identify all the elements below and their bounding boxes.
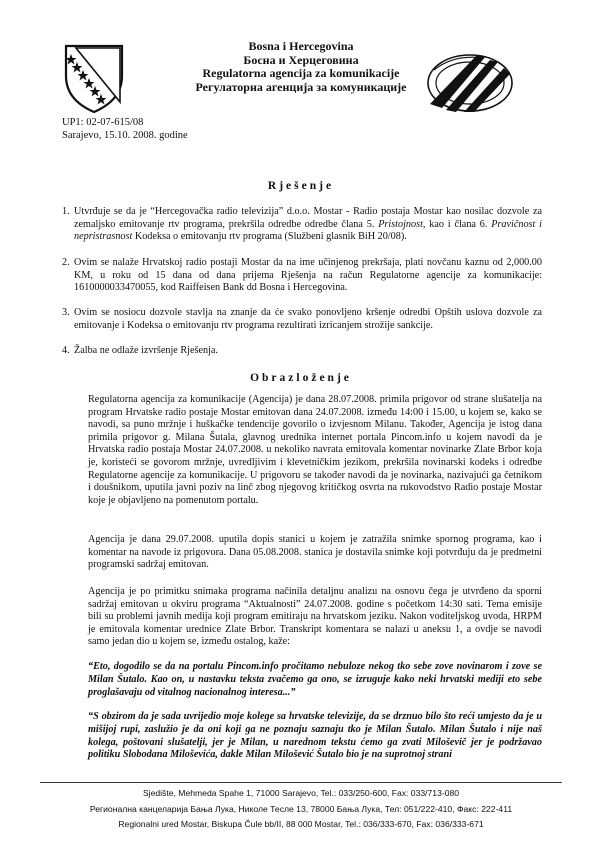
reasoning-heading: Obrazloženje bbox=[250, 372, 352, 384]
agency-logo-icon bbox=[424, 50, 516, 116]
item-text: Utvrđuje se da je “Hercegovačka radio televizija” d.o.o. Mostar - Radio postaja Mostar kao nosilac dozvole za zemaljsko emitovanje rtv programa, prekršila odredbe odredbe člana 5. Pristojnost, kao i člana 6. Pravičnost i nepristrasnost Kodeksa o emitovanju rtv programa (Službeni glasnik BiH 20/08). bbox=[74, 206, 543, 243]
quote-2: “S obzirom da je sada uvrijedio moje kolege sa hrvatske televizije, da se drznuo bilo što reći umjesto da je u mišijoj rupi, zaslužio je da oni koji ga ne poznaju saznaju tko je Milan Šutalo. Milan Šutalo i nije naš kolega, poštovani slušatelji, jer je Milan, u narednom tekstu ćemo ga zvati Miloševič jer je podržavao politiku Slobodana Miloševića, dakle Milan Milošević Šutalo bio je na suprotnoj strani bbox=[88, 711, 542, 761]
agency-latin: Regulatorna agencija za komunikacije bbox=[202, 66, 400, 81]
item-number: 3. bbox=[62, 307, 70, 318]
quote-1: “Eto, dogodilo se da na portalu Pincom.info pročitamo nebuloze nekog tko sebe zove novinarom i zove se Milan Šutalo. Kao on, u nastavku teksta zvačemo ga ono, se izruguje kako neki hrvatski mediji eto sebe proglašavaju od vitalnog nacionalnog interesa...” bbox=[88, 661, 542, 698]
file-number: UP1: 02-07-615/08 bbox=[62, 117, 144, 128]
item-number: 2. bbox=[62, 257, 70, 268]
agency-cyrillic: Регулаторна агенција за комуникације bbox=[195, 79, 407, 94]
item-number: 1. bbox=[62, 206, 70, 217]
reasoning-paragraph-2: Agencija je dana 29.07.2008. uputila dopis stanici u kojem je zatražila snimke spornog programa, kao i komentar na navode iz prigovora. Dana 05.08.2008. stanica je dostavila snimke koji potvrđuju da je predmetni programski sadržaj emitovan. bbox=[88, 534, 542, 571]
reasoning-paragraph-3: Agencija je po primitku snimaka programa načinila detaljnu analizu na osnovu čega je utvrđeno da sporni sadržaj emitovan u okviru programa “Aktualnosti” 24.07.2008. godine s početkom 14:30 sati. Tema emisije bili su problemi javnih medija koji program emitiraju na hrvatskom jeziku. Nakon voditeljskog uvoda, HRPM je emitovala komentar urednice Zlate Brbor. Transkript komentara se nalazi u aneksu 1, a ovdje se navodi samo jedan dio u kojem se, između ostalog, kaže: bbox=[88, 586, 542, 648]
footer-sarajevo: Sjedište, Mehmeda Spahe 1, 71000 Sarajevo, Tel.: 033/250-600, Fax: 033/713-080 bbox=[142, 788, 460, 798]
letterhead-title bbox=[150, 40, 452, 94]
decision-heading: Rješenje bbox=[267, 180, 335, 192]
decision-item-1 bbox=[62, 206, 543, 243]
coat-of-arms-icon bbox=[62, 42, 126, 114]
footer-banja-luka: Регионална канцеларија Бања Лука, Николе Тесле 13, 78000 Бања Лука, Тел: 051/222-410, Факс: 222-411 bbox=[89, 803, 513, 814]
reasoning-paragraph-1: Regulatorna agencija za komunikacije (Agencija) je dana 28.07.2008. primila prigovor od strane slušatelja na program Hrvatske radio postaje Mostar emitovan dana 24.07.2008. između 14:00 i 15.00, u kojem se, kako se navodi, sa puno mržnje i huškačke tendencije govorilo o izvjesnom Milanu. Također, Agencija je istog dana primila prigovor g. Milana Šutala, glavnog urednika internet portala Pincom.info u kojem navodi da je Hrvatska radio postaja Mostar 24.07.2008. u nekoliko navrata emitovala komentar novinarke Zlate Brbor koja je, koristeći se govorom mržnje, uvredljivim i klevetničkim jezikom, prekršila novinarski kodeks i odredbe Regulatorne agencije za komunikacije. U prigovoru se također navodi da je novinarka, nazivajući ga četnikom i doušnikom, uputila javni poziv na linč zbog njegovog kritičkog osvrta na rukovodstvo Radio postaje Mostar koje je objavljeno na pomenutom portalu. bbox=[88, 394, 542, 506]
document-meta bbox=[62, 116, 188, 142]
item-text: Ovim se nalaže Hrvatskoj radio postaji Mostar da na ime učinjenog prekršaja, plati novčanu kaznu od 2,000.00 KM, u roku od 15 dana od dana prijema Rješenja na račun Regulatorne agencije za komunikacije: 1610000033470055, kod Raiffeisen Bank dd Bosna i Hercegovina. bbox=[74, 257, 542, 294]
item-text: Ovim se nosiocu dozvole stavlja na znanje da će svako ponovljeno kršenje odredbi Opštih uslova dozvole za emitovanje i Kodeksa o emitovanju rtv programa rezultirati izricanjem strožije sankcije. bbox=[74, 307, 542, 331]
item-number: 4. bbox=[62, 345, 70, 356]
country-latin: Bosna i Hercegovina bbox=[248, 39, 354, 53]
decision-item-4 bbox=[62, 345, 542, 358]
decision-item-3 bbox=[62, 307, 542, 331]
footer-mostar: Regionalni ured Mostar, Biskupa Čule bb/II, 88 000 Mostar, Tel.: 036/333-670, Fax: 036/333-671 bbox=[118, 819, 484, 829]
item-text: Žalba ne odlaže izvršenje Rješenja. bbox=[74, 345, 218, 356]
decision-item-2 bbox=[62, 257, 542, 294]
country-cyrillic: Босна и Херцеговина bbox=[243, 52, 359, 67]
letterhead-footer bbox=[40, 782, 562, 833]
letterhead bbox=[0, 22, 602, 112]
document-date: Sarajevo, 15.10. 2008. godine bbox=[62, 130, 188, 141]
